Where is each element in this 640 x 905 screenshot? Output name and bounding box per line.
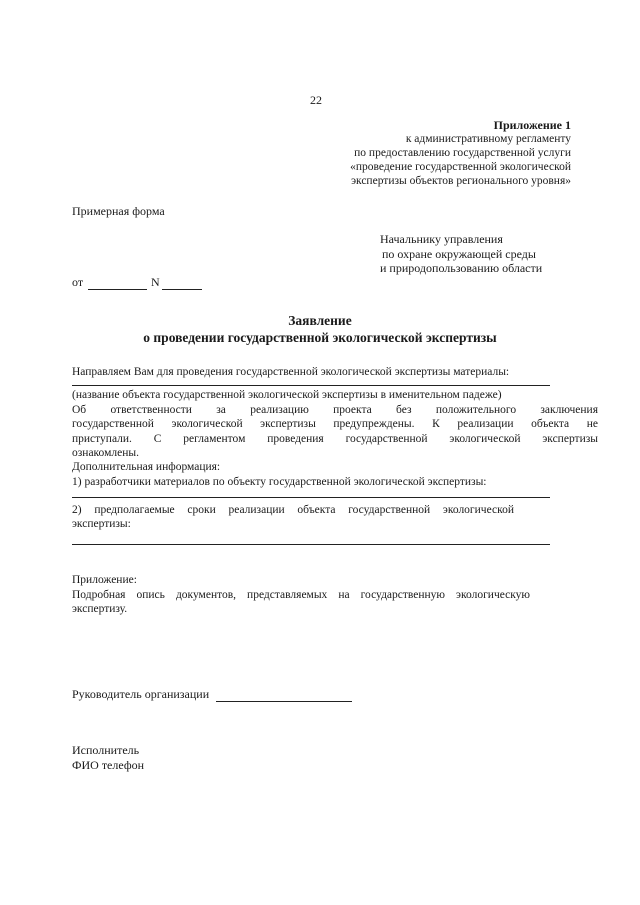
attachment-line-2: экспертизу.	[72, 603, 128, 615]
page-number: 22	[310, 93, 322, 107]
responsibility-line-1: Об ответственности за реализацию проекта без положительного заключения	[72, 404, 598, 416]
number-label: N	[151, 275, 160, 289]
extra-info-label: Дополнительная информация:	[72, 461, 221, 473]
object-name-hint: (название объекта государственной экологической экспертизы в именительном падеже)	[72, 389, 502, 401]
object-name-line[interactable]	[72, 385, 550, 386]
document-heading: Заявление	[288, 313, 352, 328]
timeline-item-line-2: экспертизы:	[72, 518, 131, 530]
signature-line[interactable]	[216, 701, 352, 702]
executor-label: Исполнитель	[72, 743, 140, 757]
appendix-line-4: экспертизы объектов регионального уровня»	[351, 175, 571, 187]
developers-line[interactable]	[72, 497, 550, 498]
responsibility-line-2: государственной экологической экспертизы предупреждены. К реализации объекта не	[72, 418, 598, 430]
attachment-line-1: Подробная опись документов, представляемых на государственную экологическую	[72, 589, 530, 601]
timeline-item-line-1: 2) предполагаемые сроки реализации объекта государственной экологической	[72, 504, 514, 516]
addressee-line-1: Начальнику управления	[380, 232, 503, 246]
date-from-label: от	[72, 275, 84, 289]
appendix-line-3: «проведение государственной экологической	[350, 161, 571, 173]
developers-item: 1) разработчики материалов по объекту государственной экологической экспертизы:	[72, 476, 487, 488]
intro-text: Направляем Вам для проведения государственной экологической экспертизы материалы:	[72, 366, 510, 378]
addressee-line-3: и природопользованию области	[380, 261, 543, 275]
addressee-line-2: по охране окружающей среды	[382, 247, 536, 261]
responsibility-line-3: приступали. С регламентом проведения государственной экологической экспертизы	[72, 433, 598, 445]
timeline-line[interactable]	[72, 544, 550, 545]
number-blank-line[interactable]	[162, 289, 202, 290]
appendix-line-2: по предоставлению государственной услуги	[354, 147, 571, 159]
form-label: Примерная форма	[72, 204, 165, 218]
document-subheading: о проведении государственной экологической экспертизы	[143, 330, 497, 345]
responsibility-line-4: ознакомлены.	[72, 447, 139, 459]
signature-label: Руководитель организации	[72, 687, 210, 701]
attachment-label: Приложение:	[72, 574, 137, 586]
appendix-title: Приложение 1	[493, 118, 571, 132]
appendix-line-1: к административному регламенту	[405, 133, 571, 145]
date-blank-line[interactable]	[88, 289, 147, 290]
executor-contact: ФИО телефон	[72, 758, 145, 772]
